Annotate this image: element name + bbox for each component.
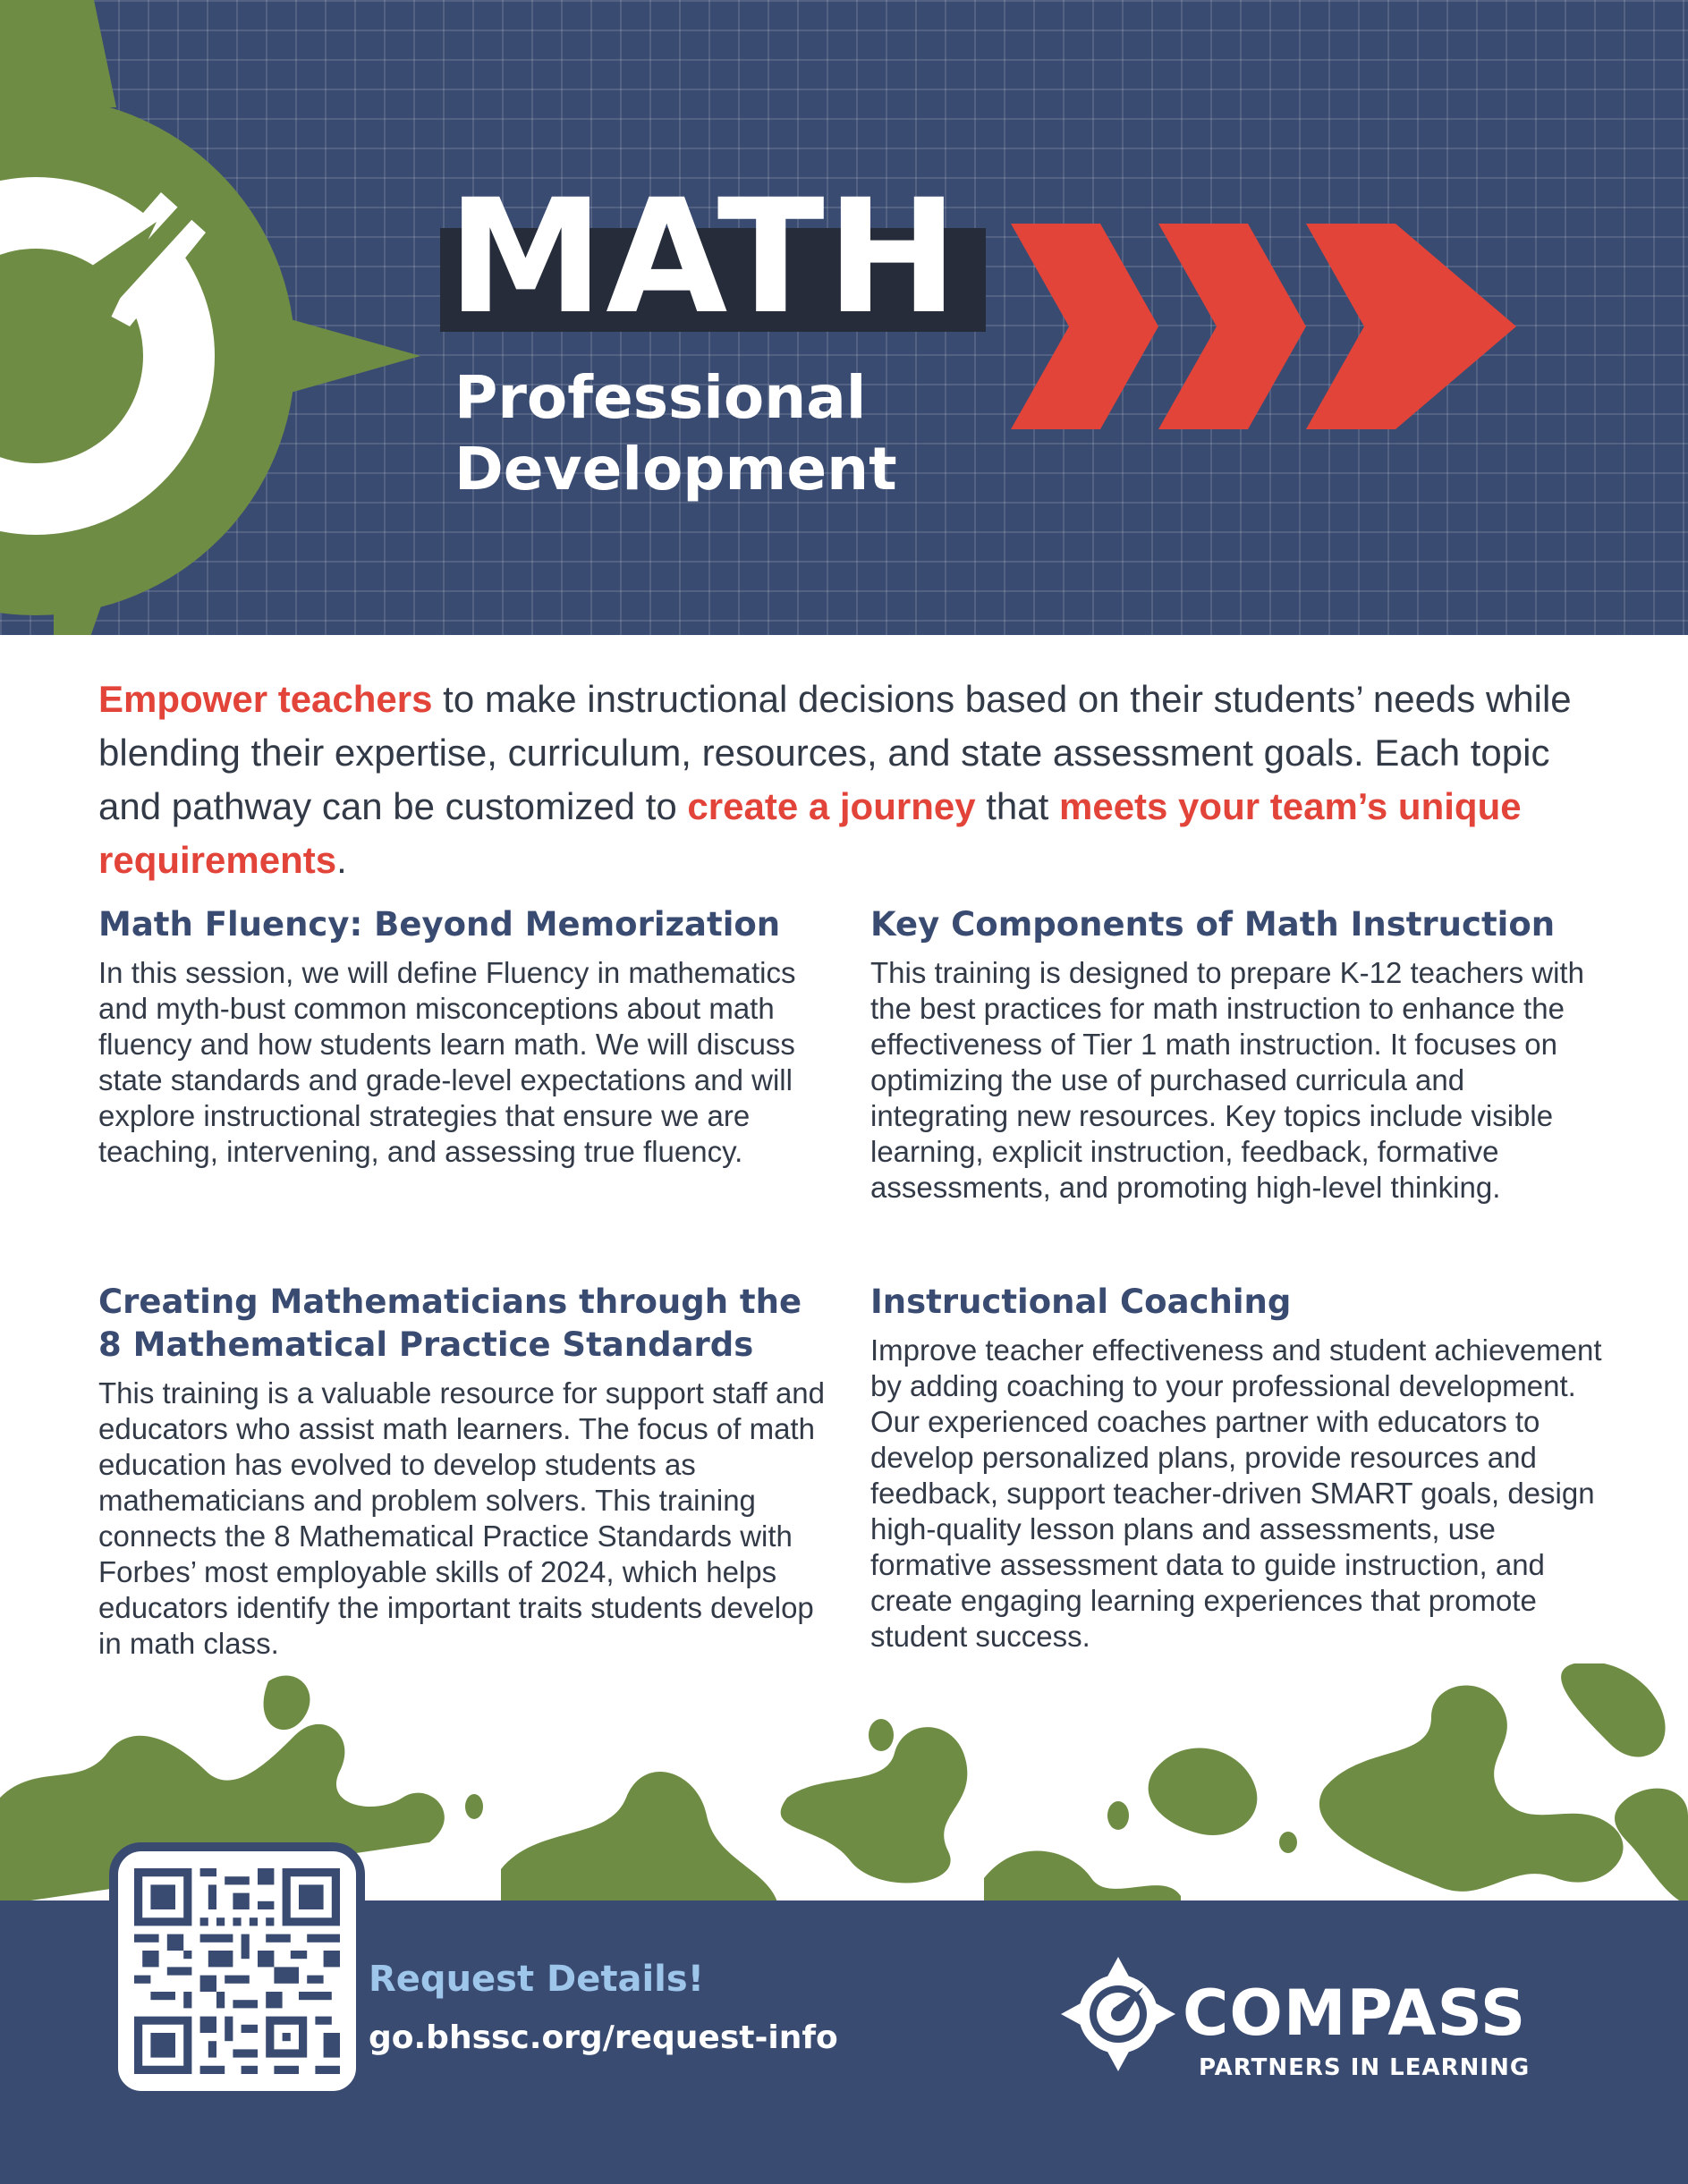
section-body: Improve teacher effectiveness and student achievement by adding coaching to your professional development. Our experienced coaches partner with educators to develop personalized plans, provide resources and feedback, support teacher-driven SMART goals, design high-quality lesson plans and assessments, use formative assessment data to guide instruction, and create engaging learning experiences that promote student success.	[870, 1333, 1602, 1653]
page-title: MATH	[447, 165, 961, 349]
intro-text-1: to make instructional decisions based on their students’ needs while blending their expertise, curriculum, resources, and state assessment goals. Each topic and pathway can be customized to	[98, 678, 1572, 827]
logo-tagline: PARTNERS IN LEARNING	[1199, 2054, 1531, 2081]
section-title: Math Fluency: Beyond Memorization	[98, 905, 781, 944]
section-math-fluency	[98, 903, 832, 1170]
chevron-right-icon	[1011, 224, 1530, 429]
qr-code-card[interactable]	[109, 1842, 365, 2100]
section-title: Key Components of Math Instruction	[870, 905, 1556, 944]
page-subtitle	[454, 362, 897, 505]
section-body: This training is designed to prepare K-12 teachers with the best practices for math instruction to enhance the effectiveness of Tier 1 math instruction. It focuses on optimizing the use of purchased curricula and integrating new resources. Key topics include visible learning, explicit instruction, feedback, formative assessments, and promoting high-level thinking.	[870, 956, 1584, 1204]
section-title: Instructional Coaching	[870, 1282, 1292, 1321]
intro-highlight-2: create a journey	[687, 785, 976, 827]
intro-highlight-3: meets your team’s unique requirements	[98, 785, 1522, 881]
compass-icon	[1061, 1957, 1175, 2071]
header-banner	[0, 0, 1688, 635]
logo-wordmark: COMPASS	[1183, 1977, 1527, 2050]
qr-code-icon	[134, 1867, 340, 2075]
request-details-heading: Request Details!	[369, 1959, 704, 2000]
compass-icon	[0, 0, 429, 635]
section-body: This training is a valuable resource for support staff and educators who assist math learners. The focus of math education has evolved to develop students as mathematicians and problem solvers. This training connects the 8 Mathematical Practice Standards with Forbes’ most employable skills of 2024, which helps educators identify the important traits students develop in math class.	[98, 1376, 825, 1660]
section-key-components	[870, 903, 1604, 1206]
section-instructional-coaching	[870, 1281, 1604, 1655]
intro-paragraph	[98, 673, 1601, 887]
section-creating-mathematicians	[98, 1281, 832, 1662]
intro-highlight-1: Empower teachers	[98, 678, 433, 720]
intro-text-2: that	[975, 785, 1059, 827]
section-title: Creating Mathematicians through the 8 Mathematical Practice Standards	[98, 1282, 802, 1364]
subtitle-line-2: Development	[454, 435, 897, 504]
intro-text-3: .	[336, 839, 347, 881]
section-body: In this session, we will define Fluency in mathematics and myth-bust common misconceptions about math fluency and how students learn math. We will discuss state standards and grade-level expectations and will explore instructional strategies that ensure we are teaching, intervening, and assessing true fluency.	[98, 956, 796, 1168]
subtitle-line-1: Professional	[454, 363, 867, 432]
request-info-link[interactable]: go.bhssc.org/request-info	[369, 2019, 838, 2056]
